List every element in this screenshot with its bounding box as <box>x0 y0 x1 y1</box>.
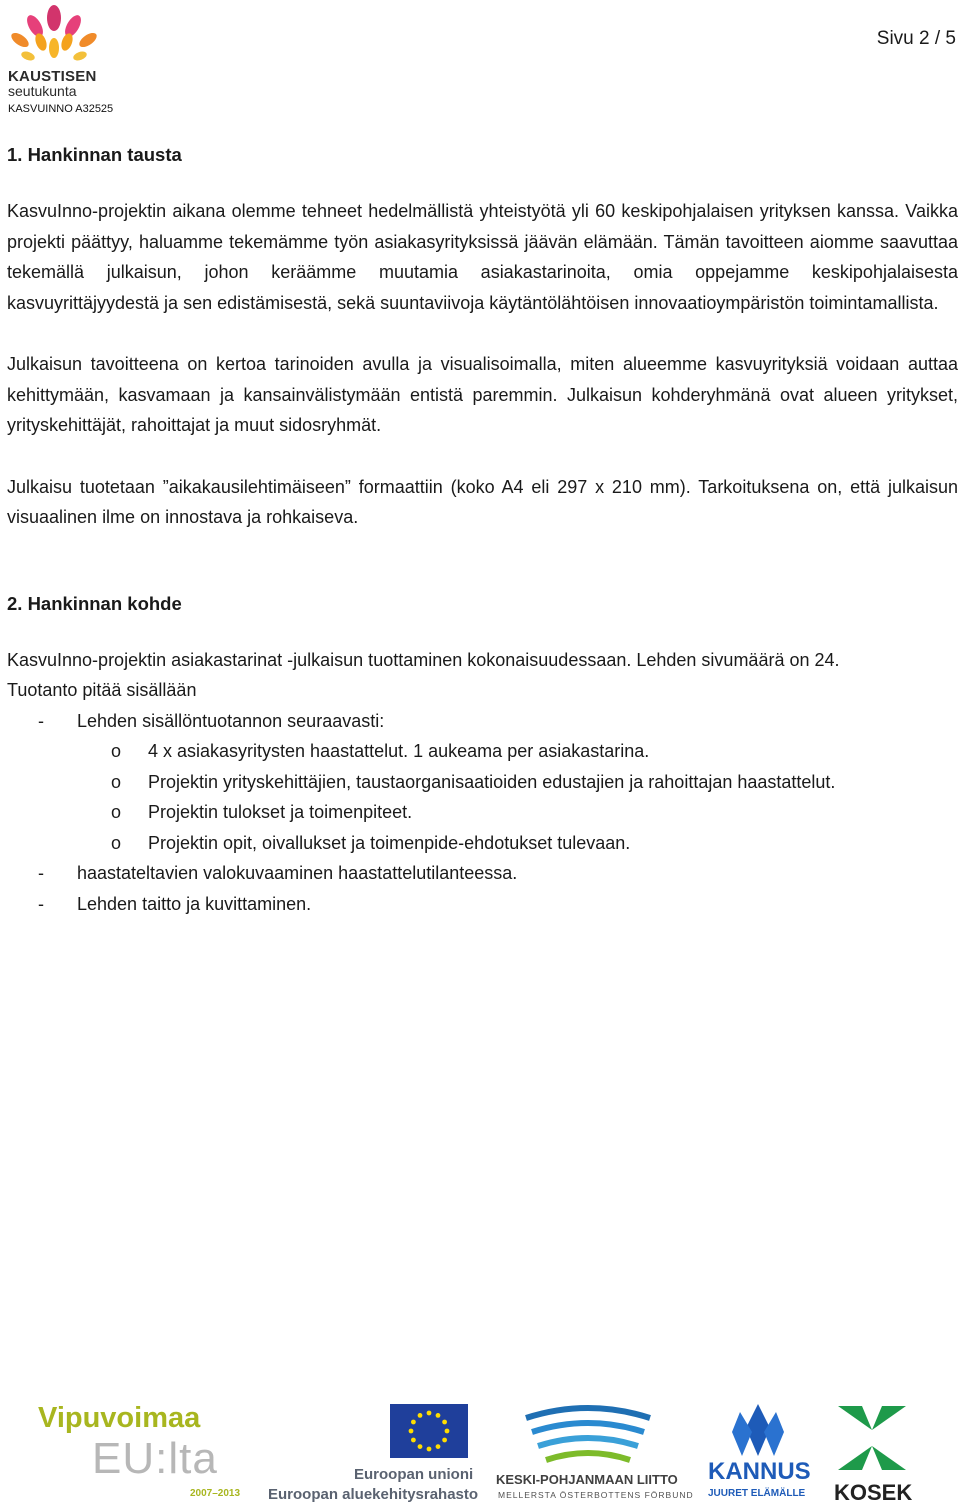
logo-title: KAUSTISEN <box>8 68 97 85</box>
section-heading: 2. Hankinnan kohde <box>7 592 182 614</box>
paragraph: Tuotanto pitää sisällään <box>7 680 197 700</box>
list-item <box>7 858 958 889</box>
paragraph: KasvuInno-projektin asiakastarinat -julkaisun tuottaminen kokonaisuudessaan. Lehden sivumäärä on 24. <box>7 649 840 670</box>
sub-list-item-text: Projektin opit, oivallukset ja toimenpide-ehdotukset tulevaan. <box>148 832 631 853</box>
page-number: Sivu 2 / 5 <box>876 28 956 49</box>
list-item <box>7 706 958 859</box>
kp-liitto-name: KESKI-POHJANMAAN LIITTO <box>496 1472 678 1487</box>
sub-list <box>77 736 958 858</box>
kannus-logo <box>704 1402 810 1506</box>
sub-list-marker: o <box>111 771 122 792</box>
kosek-logo <box>834 1402 914 1506</box>
list-item <box>7 889 958 920</box>
list-marker: - <box>38 863 44 883</box>
project-code: KASVUINNO A32525 <box>8 103 114 115</box>
production-list <box>7 706 958 920</box>
vipuvoimaa-years: 2007–2013 <box>190 1488 241 1499</box>
list-marker: - <box>38 893 44 914</box>
eu-fund-label: Euroopan aluekehitysrahasto <box>268 1486 479 1503</box>
document-body <box>7 140 958 919</box>
kannus-name: KANNUS <box>708 1458 811 1485</box>
keski-pohjanmaan-liitto-logo <box>496 1402 694 1506</box>
vipuvoimaa-title: Vipuvoimaa <box>38 1402 201 1434</box>
paragraph: Julkaisun tavoitteena on kertoa tarinoiden avulla ja visualisoimalla, miten alueemme kasvuyrityksiä voidaan auttaa kehittymään, kasvamaan ja kansainvälistymään entistä paremmin. Julkaisun kohderyhmänä ovat alueen yritykset, yrityskehittäjät, rahoittajat ja muut sidosryhmät. <box>7 354 958 435</box>
sub-list-item <box>7 828 958 859</box>
vipuvoimaa-logo <box>38 1402 258 1502</box>
section-heading: 1. Hankinnan tausta <box>7 144 182 165</box>
paragraph: Julkaisu tuotetaan ”aikakausilehtimäiseen” formaattiin (koko A4 eli 297 x 210 mm). Tarkoituksena on, että julkaisun visuaalinen ilme on innostava ja rohkaiseva. <box>7 476 958 527</box>
kosek-name: KOSEK <box>834 1480 913 1505</box>
kaustinen-logo <box>6 4 136 116</box>
list-item-text: Lehden taitto ja kuvittaminen. <box>77 893 312 914</box>
eu-logo <box>268 1402 478 1506</box>
sub-list-item <box>7 797 958 828</box>
paragraph: KasvuInno-projektin aikana olemme tehneet hedelmällistä yhteistyötä yli 60 keskipohjalaisen yrityksen kanssa. Vaikka projekti päättyy, haluamme tekemämme työn asiakasyrityksissä jäävän elämään. Tämän tavoitteen aiomme saavuttaa tekemällä julkaisun, johon keräämme muutamia asiakastarinoita, omia oppejamme keskipohjalaisesta kasvuyrittäjyydestä ja sen edistämisestä, sekä suuntaviivoja käytäntölähtöisen innovaatioympäristön toimintamallista. <box>7 201 958 313</box>
sub-list-marker: o <box>111 802 122 822</box>
kosek-emblem-icon <box>834 1402 910 1474</box>
sub-list-marker: o <box>111 832 122 853</box>
eu-label: Euroopan unioni <box>354 1466 474 1483</box>
footer-logos <box>0 1394 960 1506</box>
list-item-text: Lehden sisällöntuotannon seuraavasti: <box>77 710 385 731</box>
flower-logo-icon <box>8 4 100 66</box>
eu-flag-icon <box>390 1404 468 1458</box>
vipuvoimaa-eu: EU:lta <box>92 1434 218 1483</box>
kannus-slogan: JUURET ELÄMÄLLE <box>708 1488 806 1499</box>
sub-list-item <box>7 767 958 798</box>
list-marker: - <box>38 710 44 731</box>
wave-icon <box>518 1404 658 1468</box>
kannus-emblem-icon <box>718 1402 798 1458</box>
sub-list-marker: o <box>111 741 122 761</box>
sub-list-item-text: Projektin tulokset ja toimenpiteet. <box>148 802 413 822</box>
kp-liitto-sub: MELLERSTA ÖSTERBOTTENS FÖRBUND <box>498 1490 694 1500</box>
logo-subtitle: seutukunta <box>8 83 77 99</box>
sub-list-item <box>7 736 958 767</box>
sub-list-item-text: 4 x asiakasyritysten haastattelut. 1 aukeama per asiakastarina. <box>148 741 650 761</box>
sub-list-item-text: Projektin yrityskehittäjien, taustaorganisaatioiden edustajien ja rahoittajan haastattelut. <box>148 771 836 792</box>
list-item-text: haastateltavien valokuvaaminen haastattelutilanteessa. <box>77 863 518 883</box>
